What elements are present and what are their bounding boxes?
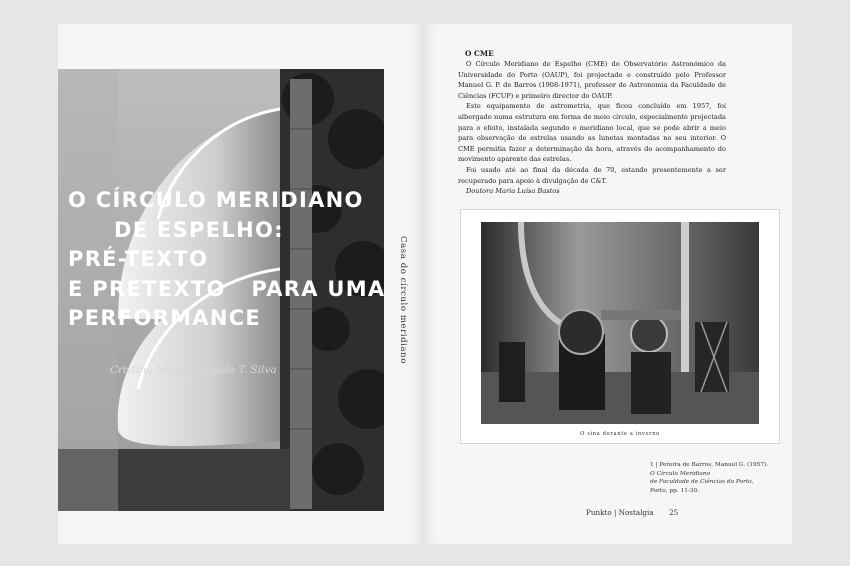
signature: Doutora Maria Luísa Bastos (466, 187, 560, 196)
footnote-line: 1 | Pereira de Barros, Manuel G. (1957). (650, 462, 769, 468)
article-text (458, 48, 726, 197)
figure (460, 209, 780, 444)
title-line: E PRETEXTO PARA UMA (68, 276, 386, 301)
footnote (650, 461, 780, 495)
figure-caption: O sina durante a inverno (580, 431, 660, 437)
page-number: 25 (669, 508, 679, 517)
instrument-photograph (481, 222, 759, 424)
spine-title: Casa do círculo meridiano (398, 236, 408, 364)
title-line: DE ESPELHO: (114, 217, 284, 242)
article-title (68, 186, 388, 334)
title-line: PRÉ-TEXTO (68, 247, 209, 271)
paragraph: Este equipamento de astrometria, que ficou concluído em 1957, foi albergado numa estrutura em forma de meio círculo, especialmente projectada para o efeito, instalada segundo o meridiano local, que se pode abrir a meio para observação de estrelas usando as lunetas montadas no seu interior. O CME permitia fazer a determinação da hora, através do acompanhamento do movimento aparente das estrelas. (458, 102, 726, 164)
paragraph: Foi usado até ao final da década de 70, estando presentemente a ser recuperado para apoio à divulgação de C&T. (458, 165, 726, 185)
paragraph: O Círculo Meridiano de Espelho (CME) do Observatório Astronómico da Universidade do Porto (OAUP), foi projectado e construído pelo Professor Manuel G. P. de Barros (1908-1971), professor de Astronomia da Faculdade de Ciências (FCUP) e primeiro director do OAUP. (458, 60, 726, 100)
title-line: PERFORMANCE (68, 306, 262, 330)
footnote-line: Porto, pp. 11-30. (650, 487, 700, 494)
section-heading: O CME (465, 49, 494, 58)
authors: Cristina Morais e Paulo T. Silva (110, 364, 277, 376)
title-line: O CÍRCULO MERIDIANO (68, 188, 364, 212)
footnote-line: de Faculdade de Ciências do Porto, (650, 479, 754, 485)
footnote-line: O Círculo Meridiano (650, 470, 711, 477)
running-head: Punkto | Nostalgia (586, 508, 654, 517)
